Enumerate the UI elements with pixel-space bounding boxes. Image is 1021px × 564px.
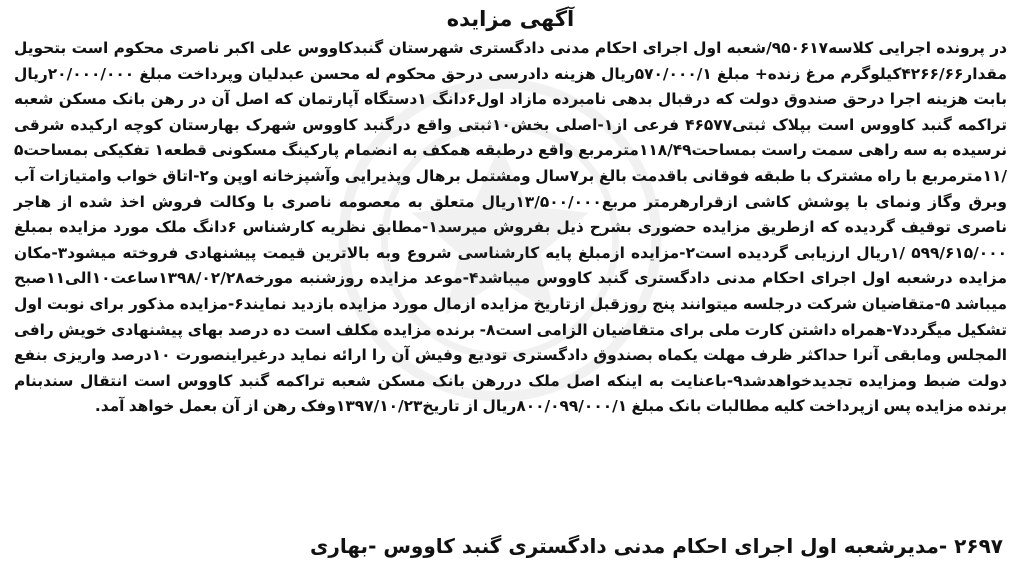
- notice-body: در پرونده اجرایی کلاسه۹۵۰۶۱۷/شعبه اول اجرای احکام مدنی دادگستری شهرستان گنبدکاووس علی اکبر ناصری محکوم است بتحویل مقدار۴۲۶۶/۶۶کیلوگرم مرغ زنده+ مبلغ ۵۷۰/۰۰۰/۱ریال هزینه دادرسی درحق محکوم له محسن عبدلیان وپرداخت مبلغ ۲۰/۰۰۰/۰۰۰ریال بابت هزینه اجرا درحق صندوق دولت که درقبال بدهی نامبرده مازاد اول۶دانگ ۱دستگاه آپارتمان که اصل آن در رهن بانک مسکن شعبه تراکمه گنبد کاووس است بپلاک ثبتی۴۶۵۷۷ فرعی از۱-اصلی بخش۱۰ثبتی واقع درگنبد کاووس شهرک بهارستان کوچه ارکیده شرقی نرسیده به سه راهی سمت راست بمساحت۱۱۸/۴۹مترمربع واقع درطبقه همکف به انضمام پارکینگ مسکونی قطعه۱ تفکیکی بمساحت۵ /۱۱مترمربع با راه مشترک با طبقه فوقانی باقدمت بالغ بر۷سال ومشتمل برهال وپذیرایی وآشپزخانه اوپن و۲-اتاق خواب وامتیازات آب وبرق وگاز ونمای با پوشش کاشی ازقرارهرمتر مربع۱۳/۵۰۰/۰۰۰ریال متعلق به معصومه ناصری با وکالت فروش اخذ شده از هاجر ناصری توقیف گردیده که ازطریق مزایده حضوری بشرح ذیل بفروش میرسد۱-مطابق نظریه کارشناس ۶دانگ ملک مورد مزایده بمبلغ ۵۹۹/۶۱۵/۰۰۰ /۱ریال ارزیابی گردیده است۲-مزایده ازمبلغ پایه کارشناسی شروع وبه بالاترین قیمت پیشنهادی فروخته میشود۳-مکان مزایده درشعبه اول اجرای احکام مدنی دادگستری گنبد کاووس میباشد۴-موعد مزایده روزشنبه مورخه۱۳۹۸/۰۲/۲۸ساعت۱۰الی۱۱صبح میباشد ۵-متقاضیان شرکت درجلسه میتوانند پنج روزقبل ازتاریخ مزایده ازمال مورد مزایده بازدید نمایند۶-مزایده مذکور برای نوبت اول تشکیل میگردد۷-همراه داشتن کارت ملی برای متقاضیان الزامی است۸- برنده مزایده مکلف است ده درصد بهای پیشنهادی خویش رافی المجلس ومابقی آنرا حداکثر ظرف مهلت یکماه بصندوق دادگستری تودیع وفیش آن را ارائه نماید درغیراینصورت ۱۰درصد واریزی بنفع دولت ضبط ومزایده تجدیدخواهدشد۹-باعنایت به اینکه اصل ملک دررهن بانک مسکن شعبه تراکمه گنبد کاووس است انتقال سندبنام برنده مزایده پس ازپرداخت کلیه مطالبات بانک مبلغ ۸۰۰/۰۹۹/۰۰۰/۱ریال از تاریخ۱۳۹۷/۱۰/۲۳وفک رهن از آن بعمل خواهد آمد.: [14, 39, 1008, 416]
- notice-title: آگهی مزایده: [446, 7, 575, 31]
- notice-signature: ۲۶۹۷ -مدیرشعبه اول اجرای احکام مدنی دادگستری گنبد کاووس -بهاری: [310, 534, 1003, 558]
